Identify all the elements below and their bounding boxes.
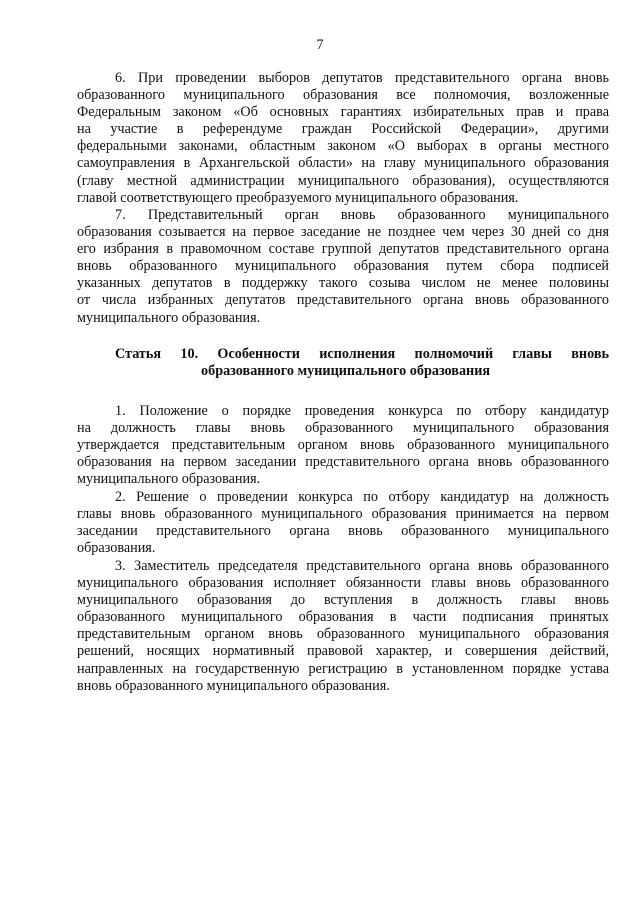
paragraph-line: самоуправления в Архангельской области» на главу муниципального образования — [77, 155, 609, 172]
paragraph-line: заседании представительного органа вновь образованного муниципального — [77, 523, 609, 540]
paragraph-line: главой соответствующего преобразуемого муниципального образования. — [77, 189, 519, 206]
paragraph-line: решений, носящих нормативный правовой характер, и совершения действий, — [77, 643, 609, 660]
paragraph-line: муниципального образования до вступления в должность главы вновь — [77, 592, 609, 609]
paragraph-line: на должность главы вновь образованного муниципального образования — [77, 420, 609, 437]
paragraph-line: образования созывается на первое заседание не позднее чем через 30 дней со дня — [77, 224, 609, 241]
paragraph-line: муниципального образования. — [77, 309, 261, 326]
paragraph-line: его избрания в правомочном составе группой депутатов представительного органа — [77, 241, 609, 258]
paragraph-line: муниципального образования исполняет обязанности главы вновь образованного — [77, 575, 609, 592]
article-heading — [77, 346, 609, 380]
paragraph-line: 7. Представительный орган вновь образованного муниципального — [115, 207, 609, 223]
paragraph-line: главы вновь образованного муниципального образования принимается на первом — [77, 506, 609, 523]
paragraph-line: утверждается представительным органом вновь образованного муниципального — [77, 437, 609, 454]
paragraph-line: 3. Заместитель председателя представительного органа вновь образованного — [115, 558, 609, 574]
paragraph-line: представительным органом вновь образованного муниципального образования — [77, 626, 609, 643]
paragraph-line: 1. Положение о порядке проведения конкурса по отбору кандидатур — [115, 403, 609, 419]
paragraph-2 — [77, 489, 609, 557]
paragraph-line: муниципального образования. — [77, 471, 261, 488]
paragraph-6 — [77, 70, 609, 207]
paragraph-line: образования. — [77, 540, 156, 557]
paragraph-line: (главу местной администрации муниципального образования), осуществляются — [77, 172, 609, 189]
article-heading-line-1: Статья 10. Особенности исполнения полномочий главы вновь — [115, 346, 609, 362]
paragraph-line: образованного муниципального образования в части подписания принятых — [77, 609, 609, 626]
paragraph-line: от числа избранных депутатов представительного органа вновь образованного — [77, 292, 609, 309]
paragraph-line: вновь образованного муниципального образования путем сбора подписей — [77, 258, 609, 275]
paragraph-line: направленных на государственную регистрацию в установленном порядке устава — [77, 660, 609, 677]
paragraph-line: 6. При проведении выборов депутатов представительного органа вновь — [115, 70, 609, 86]
article-heading-line-2: образованного муниципального образования — [201, 363, 491, 380]
paragraph-7 — [77, 207, 609, 327]
paragraph-line: 2. Решение о проведении конкурса по отбору кандидатур на должность — [115, 489, 609, 505]
paragraph-line: образования на первом заседании представительного органа вновь образованного — [77, 454, 609, 471]
paragraph-1 — [77, 403, 609, 488]
paragraph-line: вновь образованного муниципального образования. — [77, 677, 390, 694]
paragraph-line: Федеральным законом «Об основных гарантиях избирательных прав и права — [77, 104, 609, 121]
paragraph-line: указанных депутатов в поддержку такого созыва числом не менее половины — [77, 275, 609, 292]
paragraph-line: федеральными законами, областным законом «О выборах в органы местного — [77, 138, 609, 155]
paragraph-line: образованного муниципального образования все полномочия, возложенные — [77, 87, 609, 104]
page-number: 7 — [316, 37, 324, 53]
paragraph-3 — [77, 558, 609, 695]
paragraph-line: на участие в референдуме граждан Российской Федерации», другими — [77, 121, 609, 138]
